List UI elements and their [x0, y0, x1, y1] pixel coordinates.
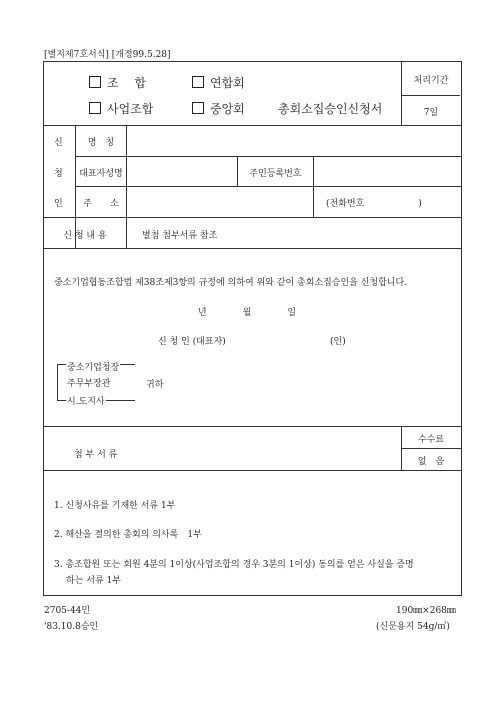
form-number: [별지제7호서식] [개정99.5.28] — [44, 50, 171, 60]
phone-label: (전화번호 ) — [326, 199, 422, 209]
rrn-label: 주민등록번호 — [249, 169, 302, 179]
option-business-union: 사업조합 — [89, 100, 153, 117]
attachment-item-1: 1. 신청사유를 기재한 서류 1부 — [54, 501, 176, 511]
recipient-suffix: 귀하 — [146, 380, 164, 390]
recipient-3: 시.도지사 — [66, 394, 106, 407]
attachment-item-2: 2. 해산을 결의한 총회의 의사록 1부 — [54, 530, 202, 540]
address-label: 주 소 — [83, 199, 119, 209]
attachment-item-3: 3. 총조합원 또는 회원 4분의 1이상(사업조합의 경우 3분의 1이상) 동의를 얻은 사실을 증명 — [54, 560, 414, 570]
fee-value: 없 음 — [417, 457, 445, 467]
attachment-item-3-cont: 하는 서류 1부 — [66, 576, 121, 586]
recipient-2: 주무부장관 — [66, 376, 111, 389]
approval-date: '83.10.8승인 — [44, 622, 99, 632]
paper-size: 190㎜×268㎜ — [396, 606, 456, 616]
option-federation: 연합회 — [192, 74, 245, 91]
applicant-label-1: 신 — [54, 138, 63, 148]
processing-period-value: 7일 — [423, 108, 439, 118]
form-code: 2705-44민 — [44, 606, 91, 616]
address-field[interactable] — [128, 188, 311, 215]
form-title: 총회소집승인신청서 — [278, 102, 383, 116]
request-label: 신 청 내 용 — [63, 231, 107, 241]
option-central: 중앙회 — [192, 100, 245, 117]
paper-type: (신문용지 54g/㎡) — [376, 622, 450, 632]
name-label: 명 칭 — [87, 138, 115, 148]
rrn-field[interactable] — [315, 158, 458, 185]
date-line: 년 월 일 — [198, 308, 297, 318]
statement-text: 중소기업협동조합법 제38조제3항의 규정에 의하여 위와 같이 총회소집승인을 신청합니다. — [54, 278, 408, 288]
applicant-label-3: 인 — [54, 199, 63, 209]
processing-period-label: 처리기간 — [413, 76, 449, 86]
applicant-label-2: 청 — [54, 169, 63, 179]
request-value: 별첨 첨부서류 참조 — [142, 231, 218, 241]
checkbox-central[interactable] — [192, 102, 204, 114]
applicant-signature-line: 신 청 인 (대표자) — [158, 337, 226, 347]
seal-mark: (인) — [330, 337, 346, 347]
representative-label: 대표자성명 — [79, 169, 123, 179]
checkbox-union[interactable] — [89, 76, 101, 88]
checkbox-business-union[interactable] — [89, 102, 101, 114]
checkbox-federation[interactable] — [192, 76, 204, 88]
representative-field[interactable] — [128, 158, 235, 185]
attachments-label: 첨 부 서 류 — [74, 450, 118, 460]
name-field[interactable] — [128, 127, 458, 154]
recipient-1: 중소기업청장 — [66, 360, 120, 373]
option-union: 조 합 — [89, 74, 146, 91]
fee-label: 수수료 — [417, 435, 445, 445]
